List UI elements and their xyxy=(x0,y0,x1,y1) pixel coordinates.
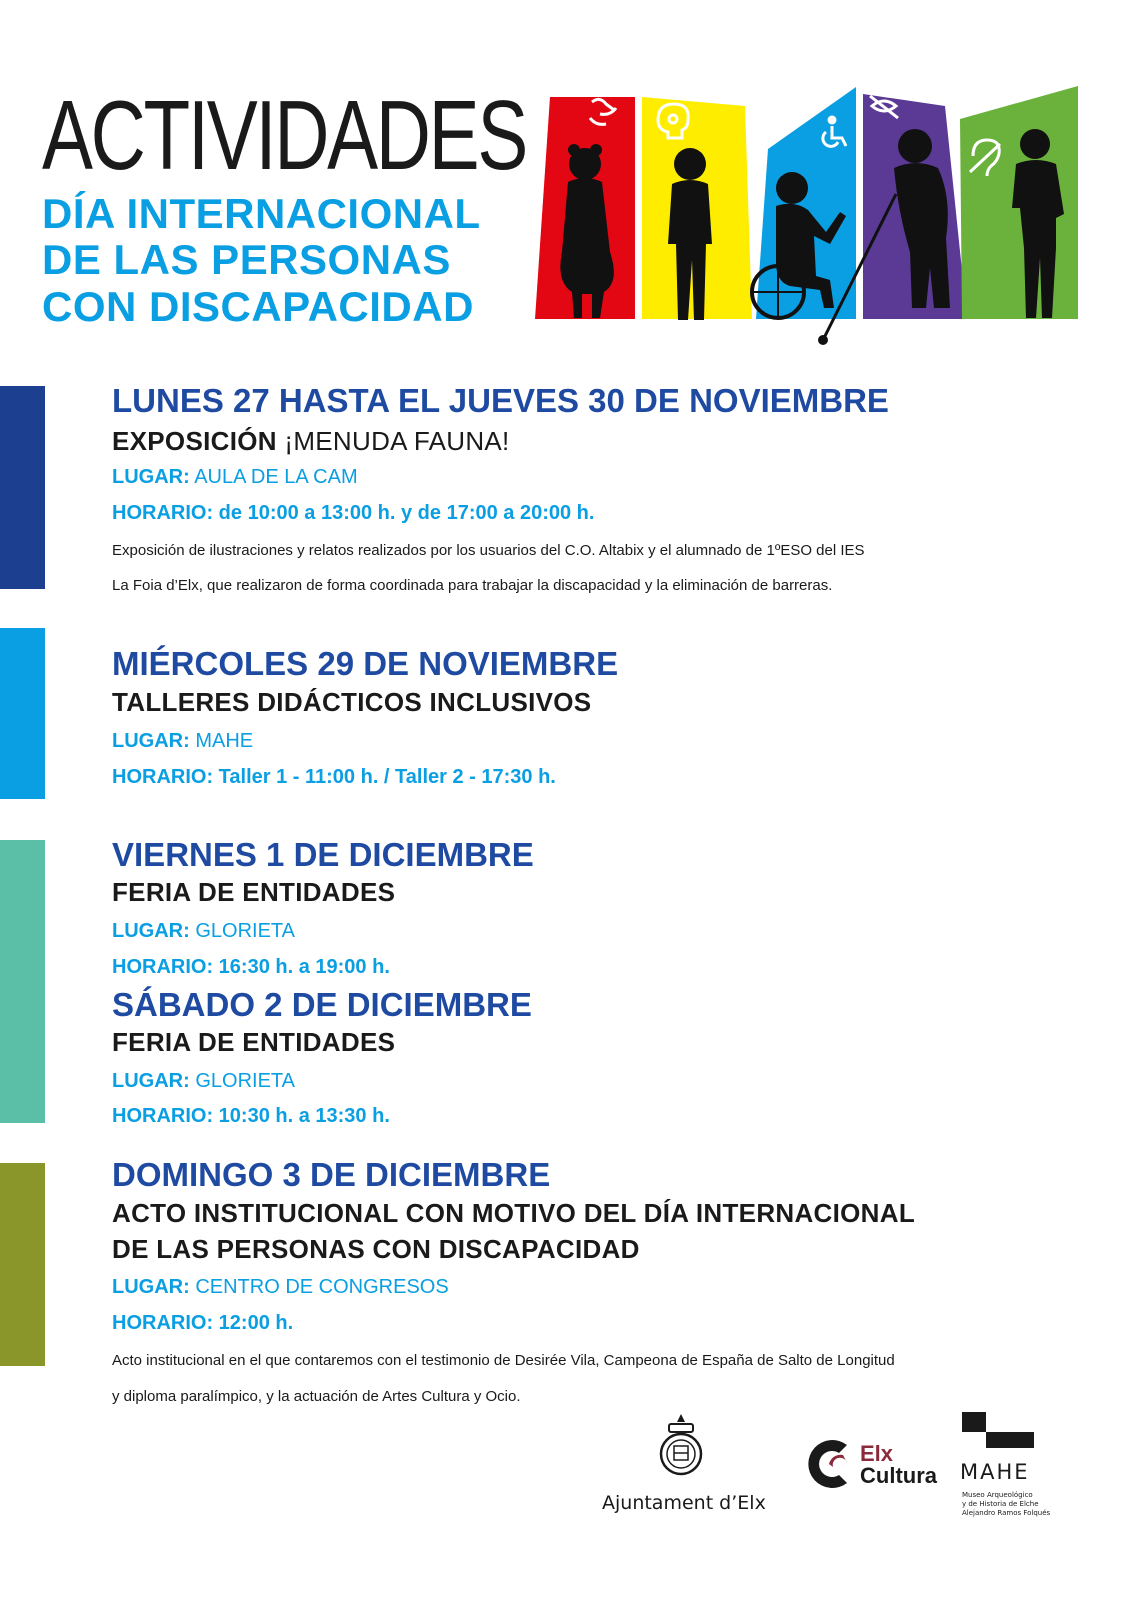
schedule-label: HORARIO: xyxy=(112,1105,214,1127)
schedule-value: 10:30 h. a 13:30 h. xyxy=(218,1105,390,1127)
event-heading-normal: ¡MENUDA FAUNA! xyxy=(284,426,510,456)
event-location xyxy=(112,921,295,941)
subtitle-line-2: DE LAS PERSONAS xyxy=(42,236,451,283)
event-location xyxy=(112,467,358,487)
event-schedule xyxy=(112,957,390,977)
mahe-logo-text: MAHE xyxy=(960,1460,1030,1484)
section-bar-1 xyxy=(0,386,45,589)
event-description-line-1: Acto institucional en el que contaremos con el testimonio de Desirée Vila, Campeona de España de Salto de Longitud xyxy=(112,1352,895,1369)
event-heading: TALLERES DIDÁCTICOS INCLUSIVOS xyxy=(112,687,592,717)
location-value: MAHE xyxy=(195,730,254,752)
schedule-value: Taller 1 - 11:00 h. / Taller 2 - 17:30 h. xyxy=(218,766,556,788)
event-heading: FERIA DE ENTIDADES xyxy=(112,1027,396,1057)
event-schedule xyxy=(112,767,556,787)
hero-illustration xyxy=(530,84,1105,354)
mahe-subtitle xyxy=(962,1491,1050,1518)
elx-cultura-logo-text-2: Cultura xyxy=(860,1463,937,1488)
mahe-subtitle-line: Museo Arqueológico xyxy=(962,1491,1033,1499)
event-date: VIERNES 1 DE DICIEMBRE xyxy=(112,836,534,873)
location-label: LUGAR: xyxy=(112,466,190,488)
schedule-label: HORARIO: xyxy=(112,1312,214,1334)
event-heading-line-1: ACTO INSTITUCIONAL CON MOTIVO DEL DÍA INTERNACIONAL xyxy=(112,1198,916,1228)
event-description-line-1: Exposición de ilustraciones y relatos realizados por los usuarios del C.O. Altabix y el alumnado de 1ºESO del IES xyxy=(112,542,865,559)
schedule-value: de 10:00 a 13:00 h. y de 17:00 a 20:00 h. xyxy=(218,502,595,524)
location-value: AULA DE LA CAM xyxy=(194,466,358,488)
event-location xyxy=(112,1277,449,1297)
event-date: MIÉRCOLES 29 DE NOVIEMBRE xyxy=(112,645,619,682)
schedule-label: HORARIO: xyxy=(112,766,214,788)
schedule-value: 12:00 h. xyxy=(218,1312,294,1334)
mahe-subtitle-line: Alejandro Ramos Folqués xyxy=(962,1509,1051,1517)
event-location xyxy=(112,731,253,751)
subtitle-line-3: CON DISCAPACIDAD xyxy=(42,283,474,330)
ajuntament-logo-text: Ajuntament d’Elx xyxy=(602,1492,766,1514)
page-title: ACTIVIDADES xyxy=(42,80,526,190)
location-label: LUGAR: xyxy=(112,1070,190,1092)
location-label: LUGAR: xyxy=(112,920,190,942)
ajuntament-crest-icon xyxy=(656,1412,706,1482)
event-heading-bold: EXPOSICIÓN xyxy=(112,426,277,456)
event-location xyxy=(112,1071,295,1091)
event-heading: FERIA DE ENTIDADES xyxy=(112,877,396,907)
elx-cultura-logo-icon xyxy=(803,1435,855,1493)
location-value: GLORIETA xyxy=(195,1070,295,1092)
location-value: CENTRO DE CONGRESOS xyxy=(195,1276,449,1298)
event-schedule xyxy=(112,1313,293,1333)
schedule-label: HORARIO: xyxy=(112,956,214,978)
event-description-line-2: y diploma paralímpico, y la actuación de Artes Cultura y Ocio. xyxy=(112,1388,521,1405)
section-bar-4 xyxy=(0,1163,45,1366)
location-label: LUGAR: xyxy=(112,730,190,752)
event-heading-line-2: DE LAS PERSONAS CON DISCAPACIDAD xyxy=(112,1234,640,1264)
location-label: LUGAR: xyxy=(112,1276,190,1298)
event-schedule xyxy=(112,1106,390,1126)
event-schedule xyxy=(112,503,594,523)
event-date: DOMINGO 3 DE DICIEMBRE xyxy=(112,1156,551,1193)
schedule-label: HORARIO: xyxy=(112,502,214,524)
mahe-logo-icon xyxy=(962,1412,1034,1452)
schedule-value: 16:30 h. a 19:00 h. xyxy=(218,956,390,978)
event-date: SÁBADO 2 DE DICIEMBRE xyxy=(112,986,532,1023)
section-bar-3 xyxy=(0,840,45,1123)
location-value: GLORIETA xyxy=(195,920,295,942)
subtitle-line-1: DÍA INTERNACIONAL xyxy=(42,190,481,237)
event-date: LUNES 27 HASTA EL JUEVES 30 DE NOVIEMBRE xyxy=(112,382,889,419)
section-bar-2 xyxy=(0,628,45,799)
event-description-line-2: La Foia d’Elx, que realizaron de forma coordinada para trabajar la discapacidad y la eliminación de barreras. xyxy=(112,577,833,594)
mahe-subtitle-line: y de Historia de Elche xyxy=(962,1500,1039,1508)
event-heading xyxy=(112,428,510,454)
elx-cultura-logo-text-1: Elx xyxy=(860,1441,894,1466)
